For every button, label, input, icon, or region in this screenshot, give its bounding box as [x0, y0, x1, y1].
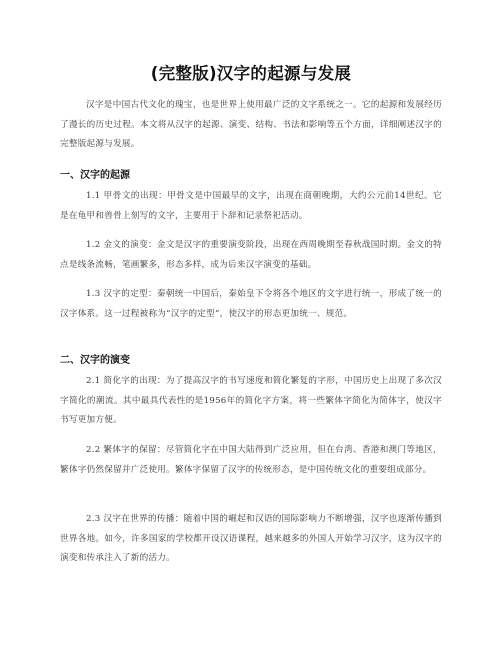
paragraph-2-3: 2.3 汉字在世界的传播：随着中国的崛起和汉语的国际影响力不断增强，汉字也逐渐传播到世界各地。如今，许多国家的学校都开设汉语课程，越来越多的外国人开始学习汉字，这为汉字的演变和传承注入了新的活力。: [60, 514, 442, 563]
paragraph-1-3: 1.3 汉字的定型：秦朝统一中国后，秦始皇下令将各个地区的文字进行统一，形成了统一的汉字体系。这一过程被称为“汉字的定型”，使汉字的形态更加统一、规范。: [60, 289, 442, 319]
document-title: (完整版)汉字的起源与发展: [150, 64, 352, 83]
section-heading-evolution: 二、汉字的演变: [60, 355, 130, 366]
paragraph-1-1: 1.1 甲骨文的出现：甲骨文是中国最早的文字，出现在商朝晚期，大约公元前14世纪。它是在龟甲和兽骨上刻写的文字，主要用于卜辞和记录祭祀活动。: [60, 191, 442, 221]
paragraph-1-2: 1.2 金文的演变：金文是汉字的重要演变阶段，出现在西周晚期至春秋战国时期。金文的特点是线条流畅，笔画繁多，形态多样，成为后来汉字演变的基础。: [60, 240, 442, 270]
paragraph-2-1: 2.1 简化字的出现：为了提高汉字的书写速度和简化繁复的字形，中国历史上出现了多次汉字简化的潮流。其中最具代表性的是1956年的简化字方案，将一些繁体字简化为简体字，使汉字书写更加方便。: [60, 376, 442, 425]
section-heading-origin: 一、汉字的起源: [60, 170, 130, 181]
intro-paragraph: 汉字是中国古代文化的瑰宝，也是世界上使用最广泛的文字系统之一。它的起源和发展经历了漫长的历史过程。本文将从汉字的起源、演变、结构、书法和影响等五个方面，详细阐述汉字的完整版起源与发展。: [60, 100, 442, 149]
paragraph-2-2: 2.2 繁体字的保留：尽管简化字在中国大陆得到广泛应用，但在台湾、香港和澳门等地区，繁体字仍然保留并广泛使用。繁体字保留了汉字的传统形态，是中国传统文化的重要组成部分。: [60, 445, 442, 475]
